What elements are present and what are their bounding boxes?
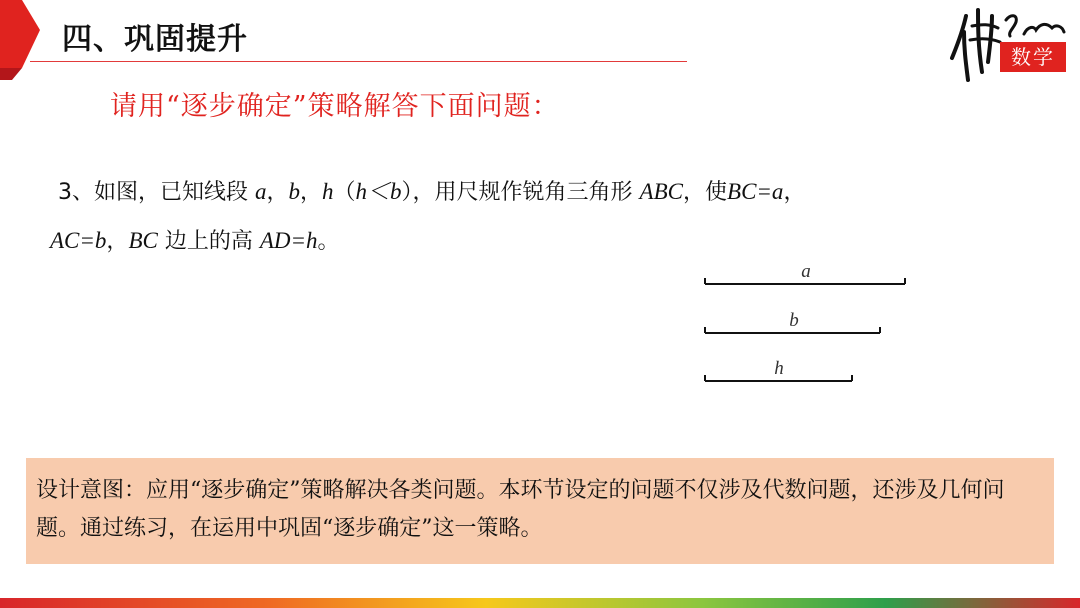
var-a: a — [255, 179, 267, 204]
corner-accent — [0, 0, 48, 80]
problem-line-1 — [50, 168, 1010, 217]
var-b: b — [288, 179, 301, 204]
var-h: h — [322, 179, 334, 204]
problem-text: 边上的高 — [157, 229, 260, 254]
section-title: 四、巩固提升 — [62, 22, 248, 57]
logo-badge: 数学 — [1000, 42, 1066, 72]
var-condition: h＜b — [355, 179, 402, 204]
segment-h — [705, 358, 852, 381]
problem-text: ， — [106, 229, 129, 254]
segment-b — [705, 310, 880, 333]
problem-text: ， — [266, 180, 289, 205]
var-bc: BC — [128, 228, 158, 253]
segment-a-label: a — [801, 261, 811, 282]
bottom-color-strip — [0, 598, 1080, 608]
segments-figure — [700, 255, 930, 395]
var-bc-eq-a: BC=a — [727, 179, 784, 204]
problem-number: 3、 — [58, 180, 94, 205]
segment-b-label: b — [789, 310, 799, 331]
problem-statement — [50, 168, 1010, 266]
instruction-text: 请用“逐步确定”策略解答下面问题： — [110, 91, 560, 122]
problem-text: ， — [783, 180, 806, 205]
problem-text: ，使 — [683, 180, 728, 205]
var-ad-eq-h: AD=h — [259, 228, 318, 253]
problem-text: ， — [300, 180, 323, 205]
var-triangle: ABC — [639, 179, 683, 204]
var-ac-eq-b: AC=b — [50, 228, 107, 253]
problem-text: 如图，已知线段 — [94, 180, 255, 205]
problem-text: （ — [333, 180, 356, 205]
problem-text: ），用尺规作锐角三角形 — [401, 180, 640, 205]
title-divider — [30, 61, 687, 62]
segment-a — [705, 261, 905, 284]
segment-h-label: h — [774, 358, 784, 379]
problem-text: 。 — [317, 229, 340, 254]
design-intent-text: 设计意图：应用“逐步确定”策略解决各类问题。本环节设定的问题不仅涉及代数问题，还涉及几何问题。通过练习，在运用中巩固“逐步确定”这一策略。 — [36, 478, 1005, 541]
